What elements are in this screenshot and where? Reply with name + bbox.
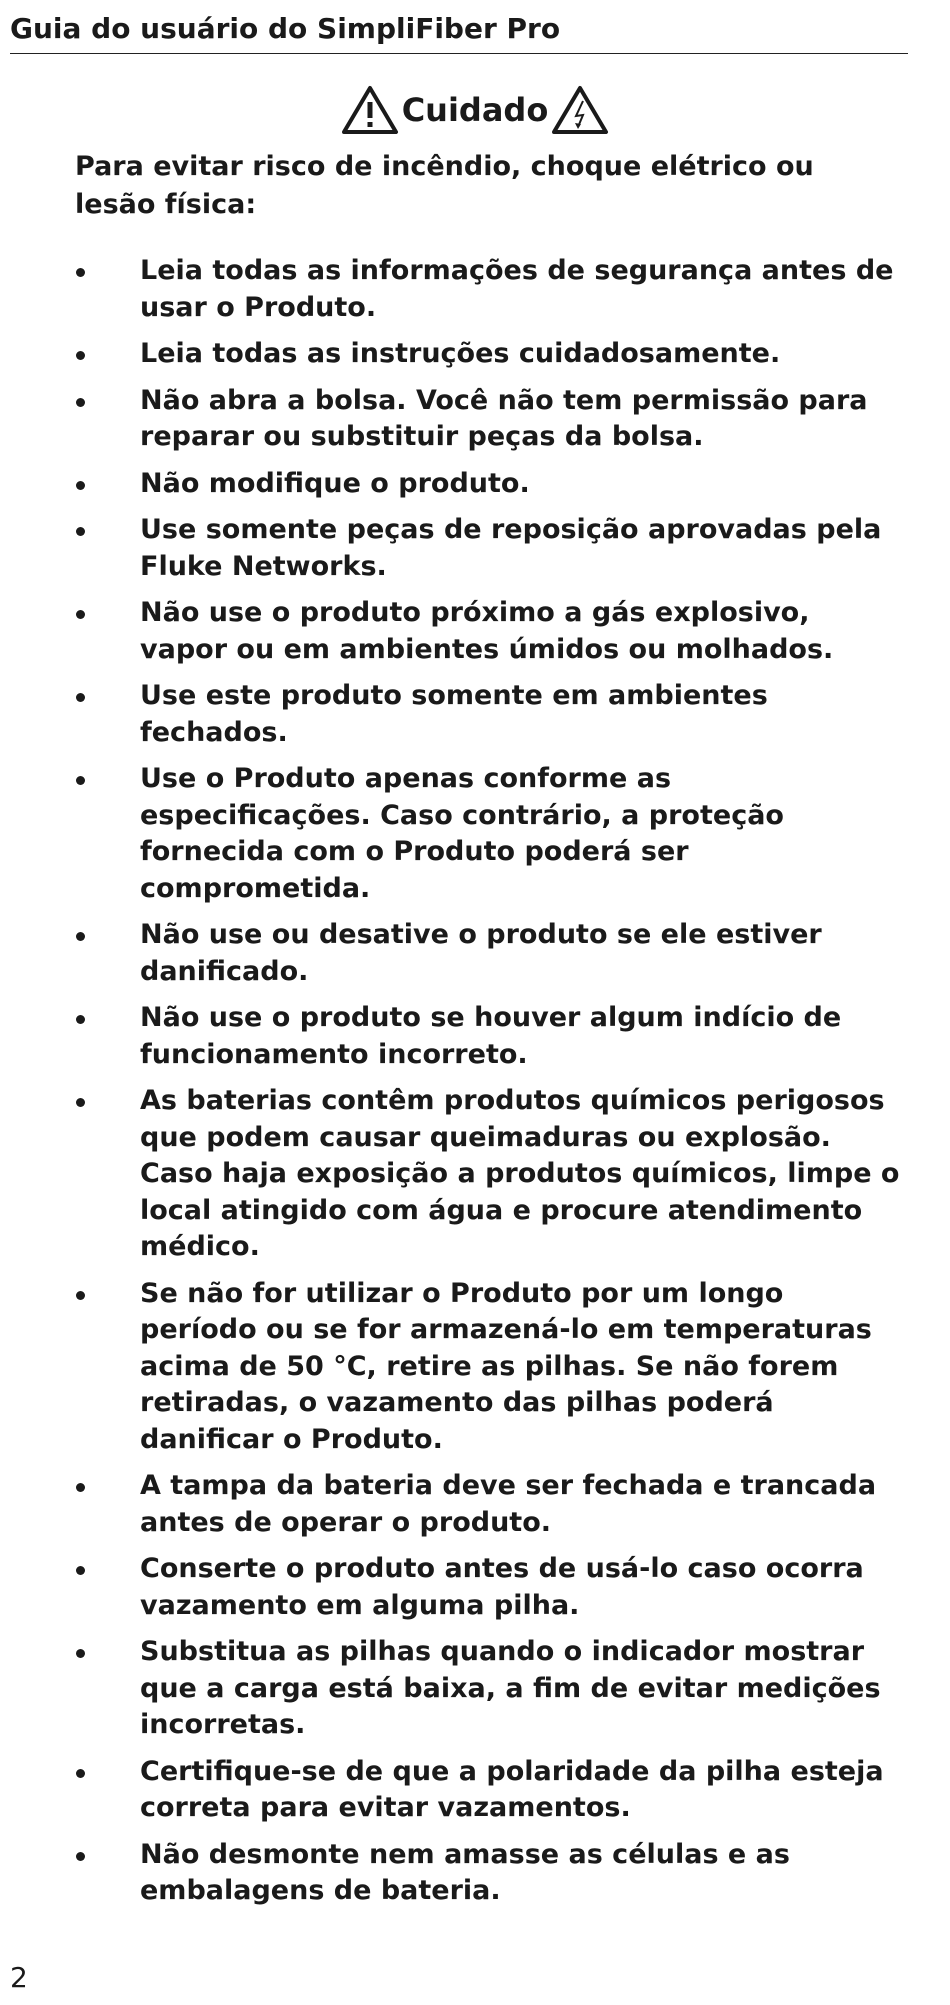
list-item-text: Conserte o produto antes de usá-lo caso ocorra vazamento em alguma pilha. [140,1553,864,1621]
list-item [0,917,950,990]
list-item-text: Se não for utilizar o Produto por um longo período ou se for armazená-lo em temperaturas acima de 50 °C, retire as pilhas. Se não forem retiradas, o vazamento das pilhas poderá danificar o Produto. [140,1277,872,1455]
bullet-icon [76,351,85,360]
list-item [0,336,950,373]
list-item [0,1276,950,1459]
list-item [0,678,950,751]
list-item-text: Não use o produto próximo a gás explosivo, vapor ou em ambientes úmidos ou molhados. [140,597,834,665]
safety-list [0,253,950,1920]
bullet-icon [76,481,85,490]
list-item [0,1634,950,1744]
caution-heading [0,82,950,152]
list-item [0,1837,950,1910]
electric-hazard-triangle-icon [551,85,609,135]
list-item-text: Não abra a bolsa. Você não tem permissão para reparar ou substituir peças da bolsa. [140,384,868,452]
bullet-icon [76,1483,85,1492]
document-title: Guia do usuário do SimpliFiber Pro [10,12,561,45]
bullet-icon [76,268,85,277]
list-item [0,1000,950,1073]
list-item [0,595,950,668]
bullet-icon [76,932,85,941]
list-item-text: Use este produto somente em ambientes fechados. [140,680,768,748]
bullet-icon [76,527,85,536]
list-item-text: As baterias contêm produtos químicos perigosos que podem causar queimaduras ou explosão. Caso haja exposição a produtos químicos, limpe o local atingido com água e procure atendimento médico. [140,1085,900,1262]
list-item [0,253,950,326]
list-item-text: Não modifique o produto. [140,467,530,499]
list-item-text: Certifique-se de que a polaridade da pilha esteja correta para evitar vazamentos. [140,1755,884,1823]
list-item-text: Substitua as pilhas quando o indicador mostrar que a carga está baixa, a fim de evitar medições incorretas. [140,1636,881,1740]
page-number: 2 [10,1961,28,1994]
list-item-text: A tampa da bateria deve ser fechada e trancada antes de operar o produto. [140,1470,877,1538]
bullet-icon [76,398,85,407]
list-item-text: Leia todas as instruções cuidadosamente. [140,338,781,369]
bullet-icon [76,1291,85,1300]
list-item [0,383,950,456]
list-item-text: Não use ou desative o produto se ele estiver danificado. [140,919,822,987]
list-item-text: Leia todas as informações de segurança antes de usar o Produto. [140,255,894,323]
bullet-icon [76,1769,85,1778]
warning-triangle-icon [341,85,399,135]
list-item-text: Use o Produto apenas conforme as especificações. Caso contrário, a proteção fornecida com o Produto poderá ser comprometida. [140,763,784,904]
list-item [0,1551,950,1624]
bullet-icon [76,1015,85,1024]
bullet-icon [76,1098,85,1107]
list-item-text: Não use o produto se houver algum indício de funcionamento incorreto. [140,1002,842,1070]
intro-paragraph: Para evitar risco de incêndio, choque elétrico ou lesão física: [75,151,814,220]
bullet-icon [76,693,85,702]
list-item [0,512,950,585]
list-item-text: Não desmonte nem amasse as células e as embalagens de bateria. [140,1838,790,1906]
list-item [0,1468,950,1541]
page-header [10,10,908,54]
list-item [0,761,950,907]
list-item [0,1754,950,1827]
bullet-icon [76,1852,85,1861]
bullet-icon [76,1649,85,1658]
list-item [0,1083,950,1266]
bullet-icon [76,610,85,619]
bullet-icon [76,776,85,785]
list-item-text: Use somente peças de reposição aprovadas pela Fluke Networks. [140,514,882,582]
bullet-icon [76,1566,85,1575]
list-item [0,466,950,503]
caution-label: Cuidado [401,91,549,129]
